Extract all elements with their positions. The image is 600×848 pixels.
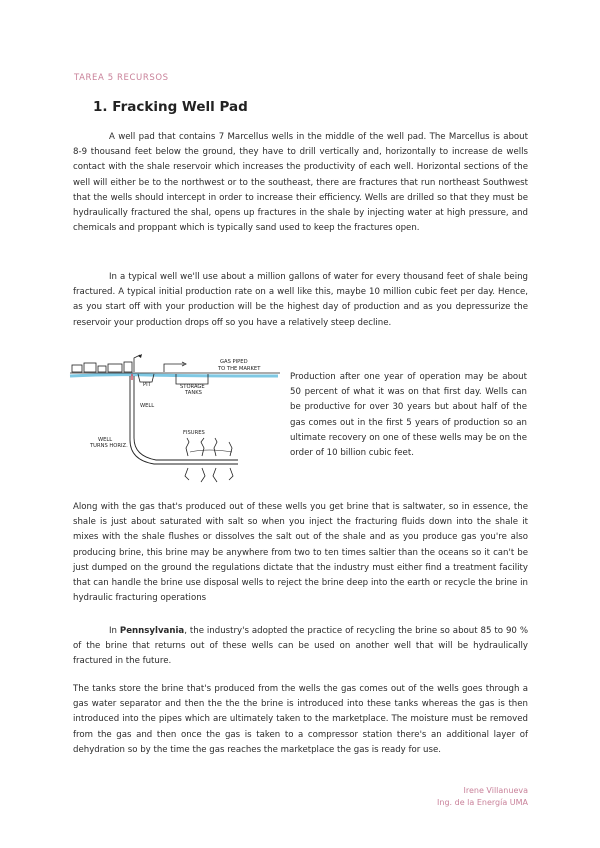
label-well-horizontal-2: TURNS HORIZ.: [90, 443, 128, 449]
p4-state-name: Pennsylvania: [119, 626, 185, 636]
label-pit: PIT: [143, 382, 151, 388]
paragraph-water-usage: In a typical well we'll use about a million gallons of water for every thousand feet of shale being fractured. A typical initial production rate on a well like this, maybe 10 million cubic feet per day. Hence, as you start off with your production will be the highest day of production and as you depressurize the reservoir your production drops off so you have a relatively steep decline.: [73, 272, 528, 328]
fracking-well-sketch: [68, 352, 283, 487]
label-storage: STORAGE: [180, 384, 205, 390]
paragraph-production-decline: Production after one year of operation may be about 50 percent of what it was on that first day. Wells can be productive for over 30 years but about half of the gas comes out in the first 5 years of production so an ultimate recovery on one of these wells may be on the order of 10 billion cubic feet.: [290, 372, 527, 459]
label-fissures: FISURES: [183, 430, 205, 436]
footer-affiliation: Ing. de la Energía UMA: [437, 798, 528, 807]
footer-author: Irene Villanueva: [463, 786, 528, 795]
paragraph-well-pad: A well pad that contains 7 Marcellus wells in the middle of the well pad. The Marcellus is about 8-9 thousand feet below the ground, they have to drill vertically and, horizontally to increase de wells contact with the shale reservoir which increases the productivity of each well. Horizontal sections of the well will either be to the northwest or to the southeast, there are fractures that run northeast Southwest that the wells should intercept in order to increase their efficiency. Wells are drilled so that they must be hydraulically fractured the shal, opens up fractures in the shale by injecting water at high pressure, and chemicals and proppant which is typically sand used to keep the fractures open.: [73, 132, 528, 234]
label-tanks: TANKS: [185, 390, 202, 396]
label-gas-piped: GAS PIPED: [220, 359, 248, 365]
label-to-market: TO THE MARKET: [218, 366, 261, 372]
label-well-horizontal-1: WELL: [98, 437, 113, 443]
paragraph-tanks: The tanks store the brine that's produced from the wells the gas comes out of the wells goes through a gas water separator and then the the the brine is introduced into these tanks whereas the gas is then introduced into the pipes which are ultimately taken to the marketplace. The moisture must be removed from the gas and then once the gas is taken to a compressor station there's an additional layer of dehydration so by the time the gas reaches the marketplace the gas is ready for use.: [73, 684, 528, 755]
paragraph-pennsylvania: [73, 624, 528, 670]
p4-before: In: [109, 626, 120, 636]
section-title: 1. Fracking Well Pad: [93, 99, 248, 115]
paragraph-brine: Along with the gas that's produced out of these wells you get brine that is saltwater, so in essence, the shale is just about saturated with salt so when you inject the fracturing fluids down into the shale it mixes with the shale flushes or dissolves the salt out of the shale and as you produce gas you're also producing brine, this brine may be anywhere from two to ten times saltier than the oceans so it can't be just dumped on the ground the regulations dictate that the industry must either find a treatment facility that can handle the brine use disposal wells to reject the brine deep into the earth or recycle the brine in hydraulic fracturing operations: [73, 502, 528, 604]
label-well: WELL: [140, 403, 155, 409]
document-header: TAREA 5 RECURSOS: [74, 73, 169, 83]
p4-after: , the industry's adopted the practice of recycling the brine so about 85 to 90 % of the brine that returns out of these wells can be used on another well that will be hydraulically fractured in the future.: [73, 626, 528, 667]
document-footer: [437, 785, 528, 809]
